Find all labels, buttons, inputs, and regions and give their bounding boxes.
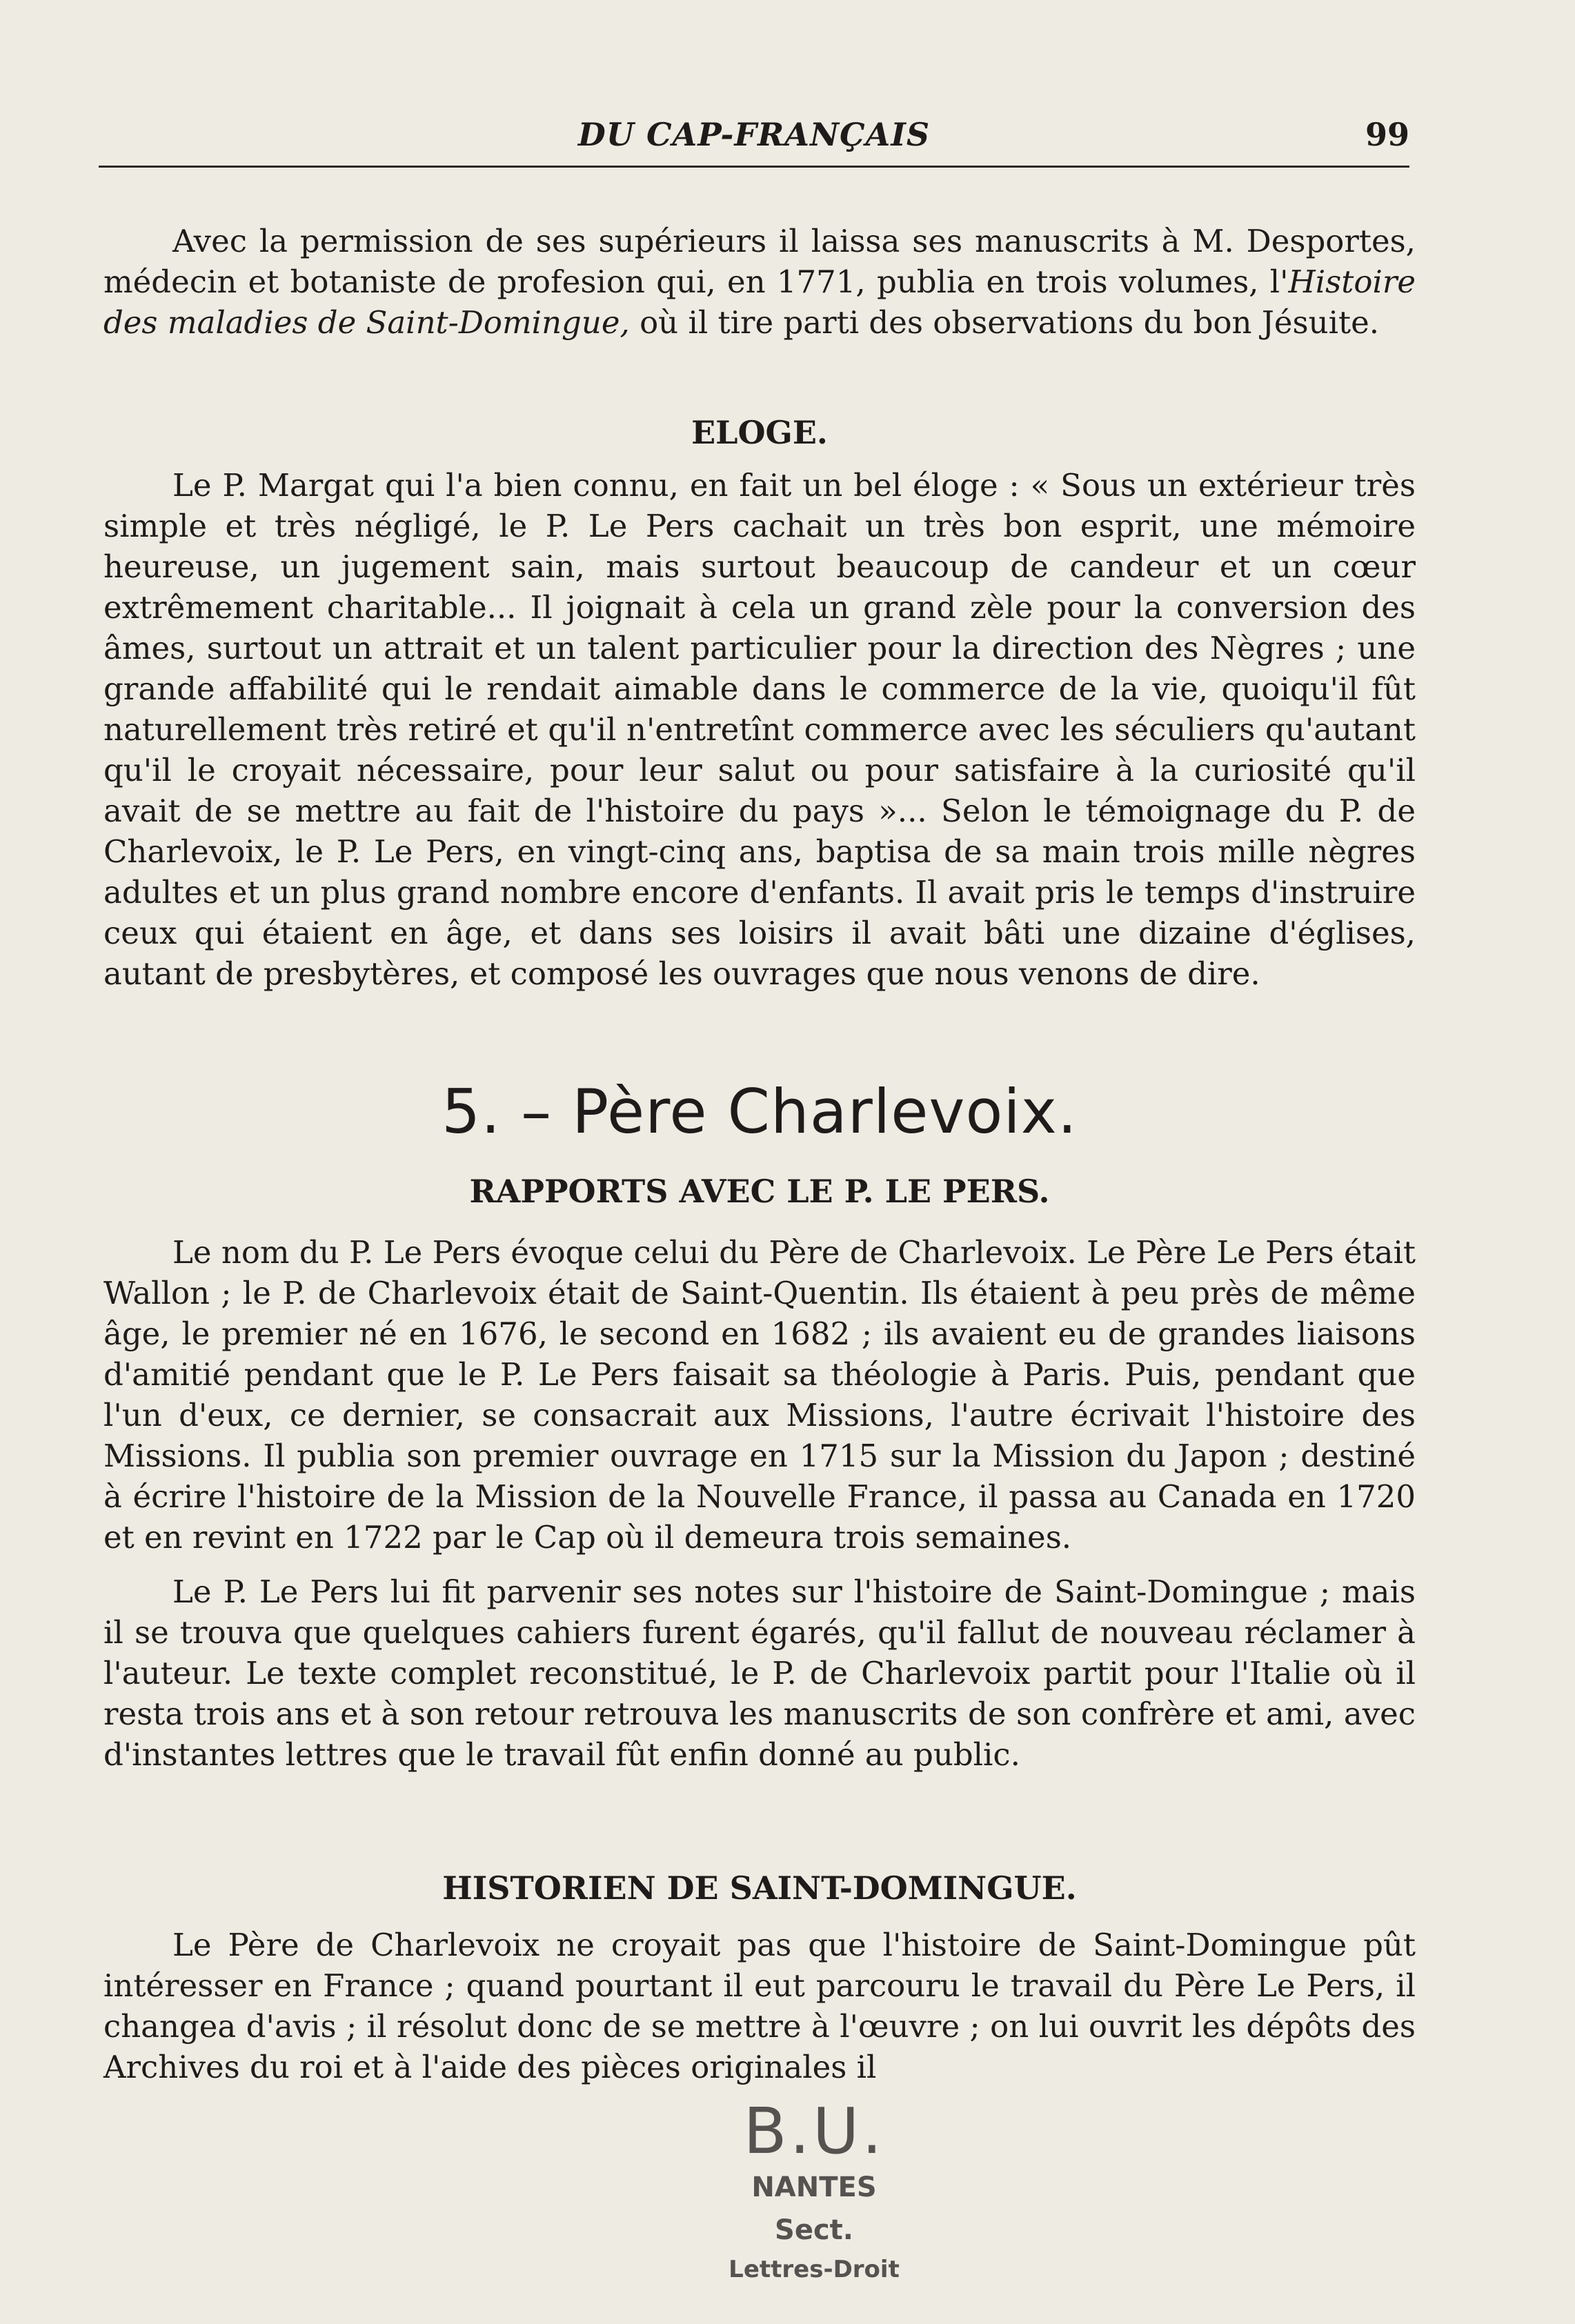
rapports-section [103, 1232, 1416, 1775]
rapports-paragraph-1: Le nom du P. Le Pers évoque celui du Père de Charlevoix. Le Père Le Pers était Wallon ; le P. de Charlevoix était de Saint-Quentin. Ils étaient à peu près de même âge, le premier né en 1676, le second en 1682 ; ils avaient eu de grandes liaisons d'amitié pendant que le P. Le Pers faisait sa théologie à Paris. Puis, pendant que l'un d'eux, ce dernier, se consacrait aux Missions, l'autre écrivait l'histoire des Missions. Il publia son premier ouvrage en 1715 sur la Mission du Japon ; destiné à écrire l'histoire de la Mission de la Nouvelle France, il passa au Canada en 1720 et en revint en 1722 par le Cap où il demeura trois semaines. [103, 1234, 1416, 1556]
rapports-paragraph-2: Le P. Le Pers lui fit parvenir ses notes sur l'histoire de Saint-Domingue ; mais il se trouva que quelques cahiers furent égarés, qu'il fallut de nouveau réclamer à l'auteur. Le texte complet reconstitué, le P. de Charlevoix partit pour l'Italie où il resta trois ans et à son retour retrouva les manuscrits de son confrère et ami, avec d'instantes lettres que le travail fût enfin donné au public. [103, 1573, 1416, 1773]
historien-section [103, 1925, 1416, 2087]
historien-paragraph: Le Père de Charlevoix ne croyait pas que l'histoire de Saint-Domingue pût intéresser en France ; quand pourtant il eut parcouru le travail du Père Le Pers, il changea d'avis ; il résolut donc de se mettre à l'œuvre ; on lui ouvrit les dépôts des Archives du roi et à l'aide des pièces originales il [103, 1927, 1416, 2085]
page-number: 99 [1365, 116, 1409, 153]
stamp-bu: B.U. [743, 2094, 885, 2168]
running-title: DU CAP-FRANÇAIS [577, 116, 931, 153]
stamp-city: NANTES [751, 2172, 877, 2203]
historien-heading: HISTORIEN DE SAINT-DOMINGUE. [442, 1869, 1077, 1907]
intro-paragraph [103, 221, 1416, 343]
eloge-section [103, 465, 1416, 994]
running-header [99, 110, 1409, 168]
eloge-heading: ELOGE. [691, 414, 828, 451]
eloge-paragraph: Le P. Margat qui l'a bien connu, en fait un bel éloge : « Sous un extérieur très simple et très négligé, le P. Le Pers cachait un très bon esprit, une mémoire heureuse, un jugement sain, mais surtout beaucoup de candeur et un cœur extrêmement charitable... Il joignait à cela un grand zèle pour la conversion des âmes, surtout un attrait et un talent particulier pour la direction des Nègres ; une grande affabilité qui le rendait aimable dans le commerce de la vie, quoiqu'il fût naturellement très retiré et qu'il n'entretînt commerce avec les séculiers qu'autant qu'il le croyait nécessaire, pour leur salut ou pour satisfaire à la curiosité qu'il avait de se mettre au fait de l'histoire du pays »... Selon le témoignage du P. de Charlevoix, le P. Le Pers, en vingt-cinq ans, baptisa de sa main trois mille nègres adultes et un plus grand nombre encore d'enfants. Il avait pris le temps d'instruire ceux qui étaient en âge, et dans ses loisirs il avait bâti une dizaine d'églises, autant de presbytères, et composé les ouvrages que nous venons de dire. [103, 467, 1416, 992]
chapter-title: 5. – Père Charlevoix. [442, 1076, 1078, 1147]
library-stamp [690, 2094, 938, 2287]
rapports-heading: RAPPORTS AVEC LE P. LE PERS. [469, 1173, 1050, 1210]
intro-text-end: où il tire parti des observations du bon Jésuite. [629, 304, 1379, 341]
stamp-section: Sect. [775, 2214, 853, 2246]
book-title-italic: Histoire des maladies de Saint-Domingue, [103, 264, 1416, 341]
intro-text-start: Avec la permission de ses supérieurs il laissa ses manuscrits à M. Desportes, médecin et botaniste de profesion qui, en 1771, publia en trois volumes, l' [103, 223, 1416, 300]
stamp-faculty: Lettres-Droit [729, 2256, 900, 2283]
